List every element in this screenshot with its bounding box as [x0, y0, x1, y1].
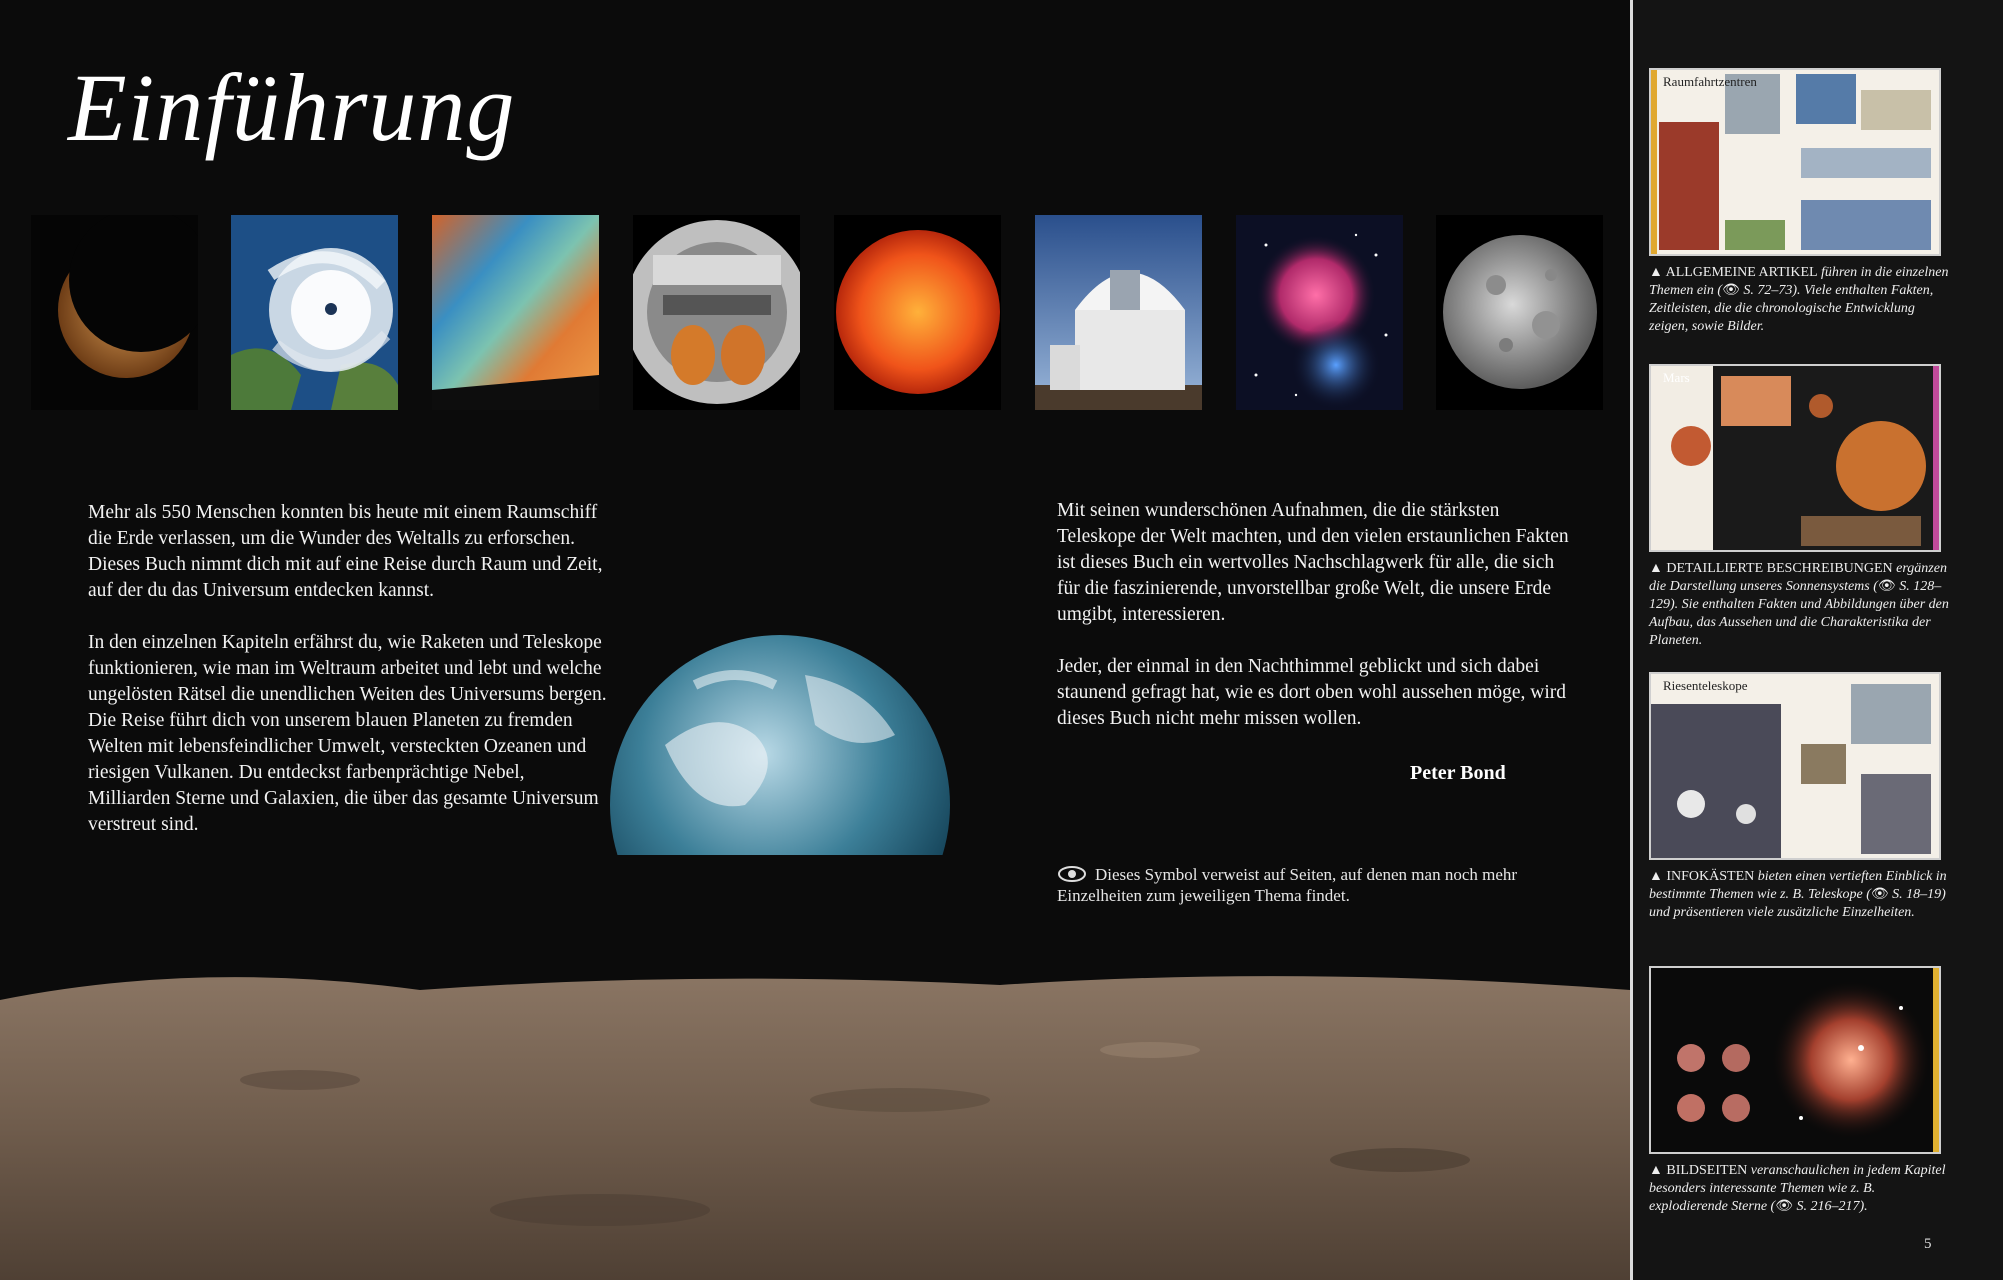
sun-image [834, 215, 1001, 410]
example-caption-4: ▲ BILDSEITEN veranschaulichen in jedem Kapitel besonders interessante Themen wie z. B. explodierende Sterne (👁 S. 216–217). [1649, 1163, 1946, 1214]
gas-planet-image [432, 215, 599, 410]
lunar-surface-image [0, 960, 1630, 1280]
crescent-image [31, 215, 198, 410]
example-spread-2-title: Mars [1663, 370, 1690, 385]
intro-paragraph-2: In den einzelnen Kapiteln erfährst du, wie Raketen und Teleskope funktionieren, wie man im Weltraum arbeitet und lebt und welche ungelösten Rätsel die unendlichen Weiten des Universums bergen. Die Reise führt dich von unserem blauen Planeten zu fremden Welten mit lebensfeindlicher Umwelt, versteckten Ozeanen und riesigen Vulkanen. Du entdeckst farbenprächtige Nebel, Milliarden Sterne und Galaxien, die über das gesamte Universum verstreut sind. [88, 632, 607, 835]
example-spread-1 [1649, 68, 1941, 256]
observatory-image [1035, 215, 1202, 410]
example-spread-3-title: Riesenteleskope [1663, 678, 1748, 693]
author-name: Peter Bond [1410, 762, 1506, 784]
intro-paragraph-4: Jeder, der einmal in den Nachthimmel geblickt und sich dabei staunend gefragt hat, wie es dort oben wohl aussehen möge, wird dieses Buch nicht mehr missen wollen. [1057, 656, 1567, 729]
page-number: 5 [1924, 1236, 1932, 1252]
eye-icon: 👁 [1870, 887, 1889, 902]
earth-image [605, 615, 955, 865]
example-spread-1-title: Raumfahrtzentren [1663, 74, 1757, 89]
eye-icon [1057, 865, 1087, 883]
eye-icon: 👁 [1722, 283, 1740, 298]
symbol-note [1057, 864, 1577, 906]
moon-image [1436, 215, 1603, 410]
thumbnail-moon [1436, 215, 1603, 410]
eye-icon: 👁 [1877, 579, 1896, 594]
intro-right-column [1057, 498, 1577, 758]
example-spread-4-image [1651, 968, 1939, 1152]
intro-paragraph-1: Mehr als 550 Menschen konnten bis heute mit einem Raumschiff die Erde verlassen, um die Wunder des Weltalls zu erforschen. Dieses Buch nimmt dich mit auf eine Reise durch Raum und Zeit, auf der du das Universum entdecken kannst. [88, 502, 603, 601]
intro-paragraph-3: Mit seinen wunderschönen Aufnahmen, die die stärksten Teleskope der Welt machten, und den vielen erstaunlichen Fakten ist dieses Buch ein wertvolles Nachschlagwerk für alle, die sich für die faszinierende, unvorstellbar große Welt, die unsere Erde umgibt, interessieren. [1057, 500, 1569, 625]
example-spread-2-image [1651, 366, 1939, 550]
example-spread-1-image [1651, 70, 1939, 254]
sidebar-examples [1630, 0, 2003, 1280]
eye-icon: 👁 [1775, 1199, 1793, 1214]
example-caption-3: ▲ INFOKÄSTEN bieten einen vertieften Einblick in bestimmte Themen wie z. B. Teleskope (👁 S. 18–19) und präsentieren viele zusätzliche Einzelheiten. [1649, 869, 1947, 920]
intro-left-column [88, 500, 608, 864]
example-caption-2: ▲ DETAILLIERTE BESCHREIBUNGEN ergänzen die Darstellung unseres Sonnensystems (👁 S. 128–129). Sie enthalten Fakten und Abbildungen über den Aufbau, das Aussehen und die Charakteristika der Planeten. [1649, 561, 1949, 648]
thumbnail-hurricane [231, 215, 398, 410]
hurricane-image [231, 215, 398, 410]
example-spread-3-image [1651, 674, 1939, 858]
thumbnail-observatory [1035, 215, 1202, 410]
thumbnail-sun [834, 215, 1001, 410]
page-title: Einführung [68, 54, 516, 161]
thumbnail-crescent [31, 215, 198, 410]
example-spread-2 [1649, 364, 1941, 552]
thumbnail-nebula [1236, 215, 1403, 410]
example-spread-4 [1649, 966, 1941, 1154]
cockpit-image [633, 215, 800, 410]
symbol-note-text: Dieses Symbol verweist auf Seiten, auf denen man noch mehr Einzelheiten zum jeweiligen Thema findet. [1057, 865, 1518, 905]
nebula-image [1236, 215, 1403, 410]
example-spread-3 [1649, 672, 1941, 860]
example-caption-1: ▲ ALLGEMEINE ARTIKEL führen in die einzelnen Themen ein (👁 S. 72–73). Viele enthalten Fakten, Zeitleisten, die die chronologische Entwicklung zeigen, sowie Bilder. [1649, 265, 1949, 334]
thumbnail-gas-planet [432, 215, 599, 410]
thumbnail-cockpit [633, 215, 800, 410]
